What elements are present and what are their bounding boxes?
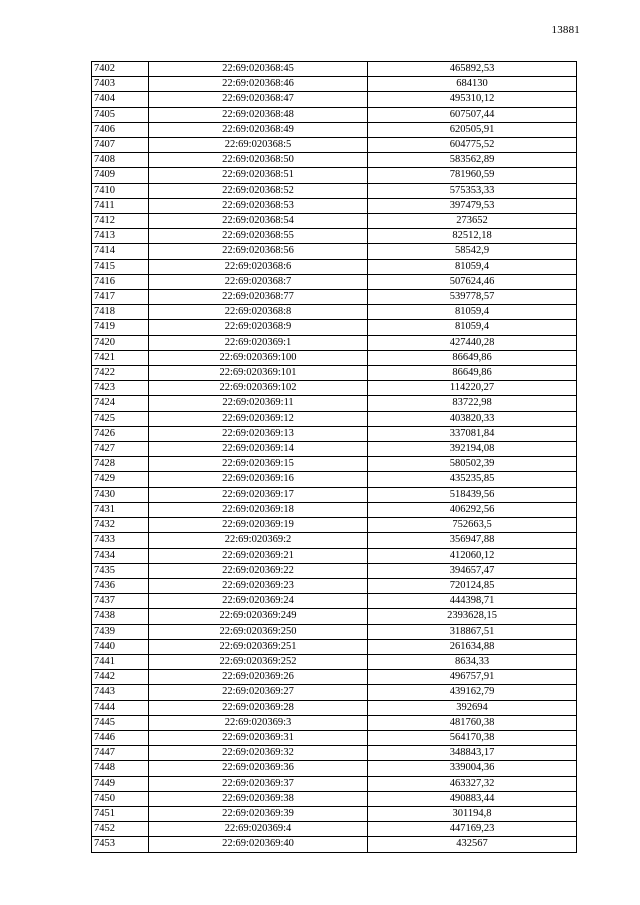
row-number-cell: 7449 bbox=[92, 776, 149, 791]
cadastral-value-cell: 337081,84 bbox=[368, 426, 577, 441]
cadastral-number-cell: 22:69:020369:38 bbox=[149, 791, 368, 806]
table-row bbox=[92, 806, 577, 821]
cadastral-value-cell: 580502,39 bbox=[368, 457, 577, 472]
row-number-cell: 7413 bbox=[92, 229, 149, 244]
table-row bbox=[92, 746, 577, 761]
row-number-cell: 7432 bbox=[92, 518, 149, 533]
cadastral-value-cell: 490883,44 bbox=[368, 791, 577, 806]
cadastral-number-cell: 22:69:020369:102 bbox=[149, 381, 368, 396]
cadastral-value-cell: 273652 bbox=[368, 214, 577, 229]
table-row bbox=[92, 472, 577, 487]
cadastral-number-cell: 22:69:020368:5 bbox=[149, 138, 368, 153]
cadastral-value-cell: 463327,32 bbox=[368, 776, 577, 791]
cadastral-value-cell: 435235,85 bbox=[368, 472, 577, 487]
cadastral-number-cell: 22:69:020368:48 bbox=[149, 107, 368, 122]
cadastral-value-cell: 607507,44 bbox=[368, 107, 577, 122]
row-number-cell: 7406 bbox=[92, 122, 149, 137]
table-row bbox=[92, 624, 577, 639]
table-row bbox=[92, 791, 577, 806]
row-number-cell: 7435 bbox=[92, 563, 149, 578]
cadastral-value-cell: 575353,33 bbox=[368, 183, 577, 198]
table-row bbox=[92, 183, 577, 198]
cadastral-value-cell: 406292,56 bbox=[368, 502, 577, 517]
cadastral-number-cell: 22:69:020369:16 bbox=[149, 472, 368, 487]
cadastral-number-cell: 22:69:020369:252 bbox=[149, 654, 368, 669]
row-number-cell: 7446 bbox=[92, 730, 149, 745]
row-number-cell: 7407 bbox=[92, 138, 149, 153]
table-row bbox=[92, 122, 577, 137]
cadastral-value-cell: 432567 bbox=[368, 837, 577, 852]
row-number-cell: 7402 bbox=[92, 62, 149, 77]
cadastral-value-cell: 114220,27 bbox=[368, 381, 577, 396]
cadastral-value-cell: 444398,71 bbox=[368, 594, 577, 609]
cadastral-number-cell: 22:69:020369:37 bbox=[149, 776, 368, 791]
cadastral-number-cell: 22:69:020369:3 bbox=[149, 715, 368, 730]
cadastral-value-cell: 720124,85 bbox=[368, 578, 577, 593]
cadastral-value-cell: 8634,33 bbox=[368, 654, 577, 669]
cadastral-value-cell: 684130 bbox=[368, 77, 577, 92]
cadastral-number-cell: 22:69:020368:7 bbox=[149, 274, 368, 289]
cadastral-number-cell: 22:69:020369:27 bbox=[149, 685, 368, 700]
row-number-cell: 7408 bbox=[92, 153, 149, 168]
cadastral-number-cell: 22:69:020369:15 bbox=[149, 457, 368, 472]
table-row bbox=[92, 168, 577, 183]
table-row bbox=[92, 426, 577, 441]
cadastral-number-cell: 22:69:020368:53 bbox=[149, 198, 368, 213]
table-row bbox=[92, 214, 577, 229]
table-row bbox=[92, 502, 577, 517]
table-row bbox=[92, 350, 577, 365]
cadastral-number-cell: 22:69:020369:14 bbox=[149, 442, 368, 457]
table-row bbox=[92, 77, 577, 92]
row-number-cell: 7431 bbox=[92, 502, 149, 517]
row-number-cell: 7442 bbox=[92, 670, 149, 685]
cadastral-value-cell: 81059,4 bbox=[368, 259, 577, 274]
cadastral-value-cell: 465892,53 bbox=[368, 62, 577, 77]
cadastral-value-cell: 412060,12 bbox=[368, 548, 577, 563]
cadastral-number-cell: 22:69:020369:251 bbox=[149, 639, 368, 654]
table-row bbox=[92, 442, 577, 457]
row-number-cell: 7453 bbox=[92, 837, 149, 852]
row-number-cell: 7430 bbox=[92, 487, 149, 502]
row-number-cell: 7452 bbox=[92, 822, 149, 837]
cadastral-value-cell: 781960,59 bbox=[368, 168, 577, 183]
cadastral-value-cell: 397479,53 bbox=[368, 198, 577, 213]
cadastral-number-cell: 22:69:020369:101 bbox=[149, 366, 368, 381]
cadastral-number-cell: 22:69:020368:52 bbox=[149, 183, 368, 198]
cadastral-value-cell: 392194,08 bbox=[368, 442, 577, 457]
cadastral-number-cell: 22:69:020368:50 bbox=[149, 153, 368, 168]
cadastral-number-cell: 22:69:020369:40 bbox=[149, 837, 368, 852]
cadastral-value-cell: 81059,4 bbox=[368, 320, 577, 335]
cadastral-number-cell: 22:69:020368:51 bbox=[149, 168, 368, 183]
row-number-cell: 7422 bbox=[92, 366, 149, 381]
row-number-cell: 7414 bbox=[92, 244, 149, 259]
table-row bbox=[92, 594, 577, 609]
row-number-cell: 7421 bbox=[92, 350, 149, 365]
table-row bbox=[92, 107, 577, 122]
cadastral-number-cell: 22:69:020368:49 bbox=[149, 122, 368, 137]
cadastral-value-cell: 564170,38 bbox=[368, 730, 577, 745]
row-number-cell: 7415 bbox=[92, 259, 149, 274]
cadastral-value-cell: 427440,28 bbox=[368, 335, 577, 350]
table-row bbox=[92, 518, 577, 533]
cadastral-number-cell: 22:69:020369:21 bbox=[149, 548, 368, 563]
cadastral-number-cell: 22:69:020368:45 bbox=[149, 62, 368, 77]
row-number-cell: 7403 bbox=[92, 77, 149, 92]
row-number-cell: 7428 bbox=[92, 457, 149, 472]
cadastral-number-cell: 22:69:020368:54 bbox=[149, 214, 368, 229]
table-row bbox=[92, 320, 577, 335]
cadastral-number-cell: 22:69:020369:13 bbox=[149, 426, 368, 441]
row-number-cell: 7437 bbox=[92, 594, 149, 609]
table-row bbox=[92, 639, 577, 654]
cadastral-number-cell: 22:69:020369:100 bbox=[149, 350, 368, 365]
row-number-cell: 7451 bbox=[92, 806, 149, 821]
row-number-cell: 7404 bbox=[92, 92, 149, 107]
row-number-cell: 7418 bbox=[92, 305, 149, 320]
cadastral-value-cell: 83722,98 bbox=[368, 396, 577, 411]
cadastral-number-cell: 22:69:020369:32 bbox=[149, 746, 368, 761]
cadastral-number-cell: 22:69:020369:11 bbox=[149, 396, 368, 411]
table-row bbox=[92, 715, 577, 730]
table-row bbox=[92, 244, 577, 259]
page-number: 13881 bbox=[551, 24, 580, 36]
row-number-cell: 7450 bbox=[92, 791, 149, 806]
cadastral-number-cell: 22:69:020369:2 bbox=[149, 533, 368, 548]
cadastral-number-cell: 22:69:020368:77 bbox=[149, 290, 368, 305]
table-row bbox=[92, 290, 577, 305]
row-number-cell: 7448 bbox=[92, 761, 149, 776]
table-row bbox=[92, 92, 577, 107]
row-number-cell: 7429 bbox=[92, 472, 149, 487]
cadastral-value-cell: 261634,88 bbox=[368, 639, 577, 654]
cadastral-number-cell: 22:69:020368:8 bbox=[149, 305, 368, 320]
cadastral-value-cell: 392694 bbox=[368, 700, 577, 715]
table-row bbox=[92, 138, 577, 153]
row-number-cell: 7425 bbox=[92, 411, 149, 426]
cadastral-value-cell: 86649,86 bbox=[368, 366, 577, 381]
table-row bbox=[92, 366, 577, 381]
row-number-cell: 7441 bbox=[92, 654, 149, 669]
cadastral-value-cell: 403820,33 bbox=[368, 411, 577, 426]
cadastral-value-cell: 301194,8 bbox=[368, 806, 577, 821]
row-number-cell: 7411 bbox=[92, 198, 149, 213]
row-number-cell: 7424 bbox=[92, 396, 149, 411]
cadastral-number-cell: 22:69:020368:9 bbox=[149, 320, 368, 335]
row-number-cell: 7438 bbox=[92, 609, 149, 624]
cadastral-value-cell: 583562,89 bbox=[368, 153, 577, 168]
table-row bbox=[92, 153, 577, 168]
row-number-cell: 7420 bbox=[92, 335, 149, 350]
table-row bbox=[92, 198, 577, 213]
cadastral-value-cell: 495310,12 bbox=[368, 92, 577, 107]
table-row bbox=[92, 274, 577, 289]
table-row bbox=[92, 548, 577, 563]
cadastral-number-cell: 22:69:020368:55 bbox=[149, 229, 368, 244]
row-number-cell: 7427 bbox=[92, 442, 149, 457]
table-row bbox=[92, 62, 577, 77]
cadastral-number-cell: 22:69:020368:46 bbox=[149, 77, 368, 92]
row-number-cell: 7409 bbox=[92, 168, 149, 183]
row-number-cell: 7412 bbox=[92, 214, 149, 229]
cadastral-number-cell: 22:69:020369:39 bbox=[149, 806, 368, 821]
cadastral-number-cell: 22:69:020369:22 bbox=[149, 563, 368, 578]
table-row bbox=[92, 609, 577, 624]
table-row bbox=[92, 761, 577, 776]
row-number-cell: 7436 bbox=[92, 578, 149, 593]
cadastral-number-cell: 22:69:020369:23 bbox=[149, 578, 368, 593]
cadastral-value-cell: 348843,17 bbox=[368, 746, 577, 761]
cadastral-value-cell: 318867,51 bbox=[368, 624, 577, 639]
table-row bbox=[92, 533, 577, 548]
table-row bbox=[92, 578, 577, 593]
cadastral-number-cell: 22:69:020369:18 bbox=[149, 502, 368, 517]
cadastral-value-cell: 539778,57 bbox=[368, 290, 577, 305]
cadastral-number-cell: 22:69:020369:19 bbox=[149, 518, 368, 533]
cadastral-value-cell: 82512,18 bbox=[368, 229, 577, 244]
cadastral-number-cell: 22:69:020369:24 bbox=[149, 594, 368, 609]
cadastral-value-cell: 496757,91 bbox=[368, 670, 577, 685]
table-row bbox=[92, 396, 577, 411]
cadastral-number-cell: 22:69:020369:249 bbox=[149, 609, 368, 624]
cadastral-number-cell: 22:69:020369:28 bbox=[149, 700, 368, 715]
cadastral-number-cell: 22:69:020369:250 bbox=[149, 624, 368, 639]
table-body bbox=[92, 62, 577, 853]
row-number-cell: 7445 bbox=[92, 715, 149, 730]
table-row bbox=[92, 776, 577, 791]
table-row bbox=[92, 837, 577, 852]
cadastral-value-cell: 439162,79 bbox=[368, 685, 577, 700]
table-row bbox=[92, 700, 577, 715]
table-row bbox=[92, 411, 577, 426]
row-number-cell: 7416 bbox=[92, 274, 149, 289]
cadastral-value-table bbox=[91, 61, 577, 853]
cadastral-number-cell: 22:69:020369:31 bbox=[149, 730, 368, 745]
table-row bbox=[92, 381, 577, 396]
table-row bbox=[92, 335, 577, 350]
table-row bbox=[92, 259, 577, 274]
cadastral-value-cell: 752663,5 bbox=[368, 518, 577, 533]
cadastral-number-cell: 22:69:020369:26 bbox=[149, 670, 368, 685]
cadastral-value-cell: 447169,23 bbox=[368, 822, 577, 837]
row-number-cell: 7423 bbox=[92, 381, 149, 396]
cadastral-value-cell: 356947,88 bbox=[368, 533, 577, 548]
cadastral-value-cell: 58542,9 bbox=[368, 244, 577, 259]
table-row bbox=[92, 654, 577, 669]
row-number-cell: 7439 bbox=[92, 624, 149, 639]
table-row bbox=[92, 670, 577, 685]
row-number-cell: 7419 bbox=[92, 320, 149, 335]
row-number-cell: 7443 bbox=[92, 685, 149, 700]
table-row bbox=[92, 457, 577, 472]
row-number-cell: 7447 bbox=[92, 746, 149, 761]
cadastral-number-cell: 22:69:020369:12 bbox=[149, 411, 368, 426]
cadastral-value-cell: 620505,91 bbox=[368, 122, 577, 137]
table-row bbox=[92, 487, 577, 502]
cadastral-value-cell: 339004,36 bbox=[368, 761, 577, 776]
cadastral-number-cell: 22:69:020368:6 bbox=[149, 259, 368, 274]
table-row bbox=[92, 822, 577, 837]
table-row bbox=[92, 685, 577, 700]
row-number-cell: 7417 bbox=[92, 290, 149, 305]
table-row bbox=[92, 730, 577, 745]
cadastral-value-cell: 507624,46 bbox=[368, 274, 577, 289]
cadastral-value-cell: 481760,38 bbox=[368, 715, 577, 730]
cadastral-value-cell: 81059,4 bbox=[368, 305, 577, 320]
cadastral-value-cell: 394657,47 bbox=[368, 563, 577, 578]
row-number-cell: 7440 bbox=[92, 639, 149, 654]
row-number-cell: 7426 bbox=[92, 426, 149, 441]
cadastral-value-cell: 86649,86 bbox=[368, 350, 577, 365]
cadastral-number-cell: 22:69:020369:1 bbox=[149, 335, 368, 350]
table-row bbox=[92, 229, 577, 244]
row-number-cell: 7434 bbox=[92, 548, 149, 563]
table-row bbox=[92, 563, 577, 578]
row-number-cell: 7405 bbox=[92, 107, 149, 122]
row-number-cell: 7444 bbox=[92, 700, 149, 715]
cadastral-number-cell: 22:69:020369:36 bbox=[149, 761, 368, 776]
cadastral-value-cell: 604775,52 bbox=[368, 138, 577, 153]
cadastral-number-cell: 22:69:020369:17 bbox=[149, 487, 368, 502]
cadastral-number-cell: 22:69:020368:56 bbox=[149, 244, 368, 259]
cadastral-number-cell: 22:69:020368:47 bbox=[149, 92, 368, 107]
cadastral-value-cell: 2393628,15 bbox=[368, 609, 577, 624]
cadastral-number-cell: 22:69:020369:4 bbox=[149, 822, 368, 837]
row-number-cell: 7433 bbox=[92, 533, 149, 548]
table-row bbox=[92, 305, 577, 320]
cadastral-value-cell: 518439,56 bbox=[368, 487, 577, 502]
row-number-cell: 7410 bbox=[92, 183, 149, 198]
